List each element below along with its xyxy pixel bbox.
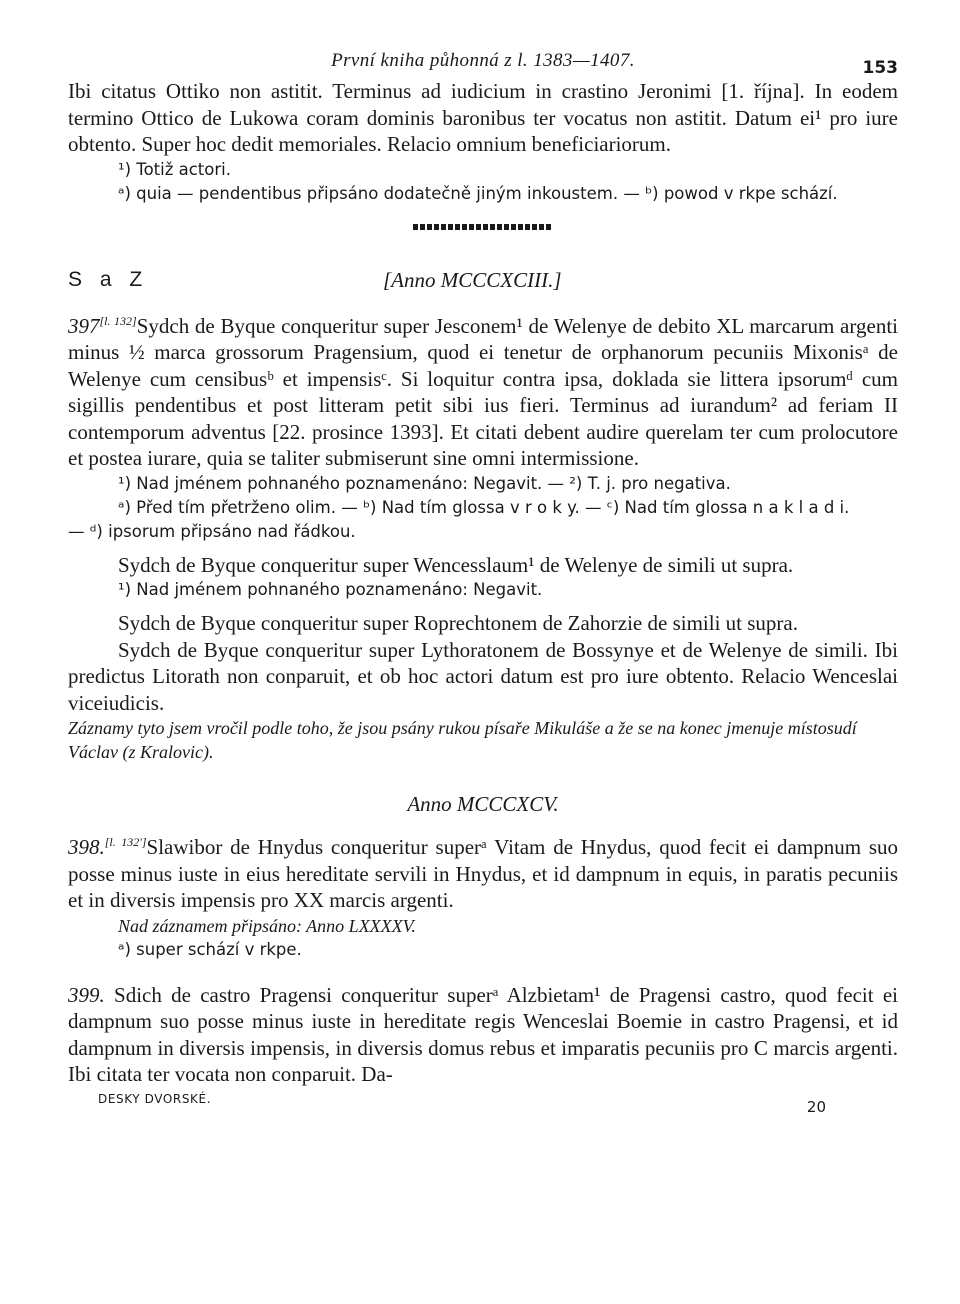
- entry-paragraph: Sydch de Byque conqueritur super Wencesslaum¹ de Welenye de simili ut supra.: [118, 552, 794, 577]
- footnote: ᵃ) Před tím přetrženo olim. — ᵇ) Nad tím glossa v r o k y. — ᶜ) Nad tím glossa n a k l a d i.: [118, 497, 850, 517]
- year-heading: Anno MCCCXCV.: [407, 792, 559, 816]
- entry-398: [68, 829, 898, 914]
- entry-399: [68, 982, 898, 1088]
- entry-text: Sdich de castro Pragensi conqueritur superᵃ Alzbietam¹ de Pragensi castro, quod fecit ei dampnum suo posse minus iuste in hereditate regis Wenceslai Boemie in castro Pragensi, et id dampnum in diversis impensis, in diversis domus rebus et imparatis pecuniis pro C marcis argenti. Ibi citata ter vocata non conparuit. Da-: [68, 982, 899, 1086]
- section-divider: [413, 224, 553, 230]
- signature-mark: DESKY DVORSKÉ.: [98, 1091, 212, 1106]
- page-footer: [68, 1092, 898, 1122]
- entry-397: [68, 308, 898, 472]
- section-heading: [68, 268, 898, 308]
- entry-number: 397: [68, 313, 100, 338]
- entry-paragraph: Sydch de Byque conqueritur super Roprechtonem de Zahorzie de simili ut supra.: [118, 611, 798, 635]
- footnote: ᵃ) quia — pendentibus připsáno dodatečně jiným inkoustem. — ᵇ) powod v rkpe schází.: [118, 183, 838, 203]
- footnote: ¹) Nad jménem pohnaného poznamenáno: Negavit. — ²) T. j. pro negativa.: [118, 473, 731, 493]
- folio-reference: [l. 132]: [99, 313, 137, 328]
- entry-number: 399.: [68, 982, 105, 1007]
- entry-number: 398.: [68, 835, 105, 859]
- page-number: 153: [862, 58, 898, 78]
- entry-paragraph: Sydch de Byque conqueritur super Lythoratonem de Bossynye et de Welenye de simili. Ibi predictus Litorath non conparuit, et ob hoc actori datum est pro iure obtento. Relacio Wenceslai viceiudicis.: [68, 637, 898, 715]
- footnote: ¹) Nad jménem pohnaného poznamenáno: Negavit.: [118, 580, 543, 599]
- sheet-number: 20: [806, 1097, 826, 1116]
- entry-text: Slawibor de Hnydus conqueritur superᵃ Vitam de Hnydus, quod fecit ei dampnum suo posse minus iuste in eius hereditate servili in Hnydus, et id dampnum in equis, in paratis pecuniis et in diversis impensis pro XX marcis argenti.: [68, 835, 898, 912]
- editorial-note: Nad záznamem připsáno: Anno LXXXXV.: [118, 915, 416, 936]
- running-head: [68, 40, 898, 78]
- footnote: ᵃ) super schází v rkpe.: [118, 939, 302, 959]
- document-page: [68, 40, 898, 1122]
- footnote: — ᵈ) ipsorum připsáno nad řádkou.: [68, 521, 356, 541]
- entry-continuation-paragraph: Ibi citatus Ottiko non astitit. Terminus ad iudicium in crastino Jeronimi [1. října]. In eodem termino Ottico de Lukowa coram dominis baronibus ter vocatus non astitit. Datum ei¹ pro iure obtento. Super hoc dedit memoriales. Relacio omnium beneficiariorum.: [68, 79, 898, 156]
- folio-reference: [l. 132']: [104, 835, 147, 849]
- running-title: První kniha půhonná z l. 1383—1407.: [331, 50, 635, 71]
- parties-abbreviation: S a Z: [68, 267, 149, 291]
- entry-text: Sydch de Byque conqueritur super Jesconem¹ de Welenye de debito XL marcarum argenti minus ½ marca grossorum Pragensium, quod ei tenetur de orphanorum pecuniis Mixonisᵃ de Welenye cum censibusᵇ et impensisᶜ. Si loquitur contra ipsa, doklada sie littera ipsorumᵈ cum sigillis pendentibus et post litteram petit sibi ius fieri. Terminus ad iurandum² ad feriam II contemporum adventus [22. prosince 1393]. Et citati debent audire querelam ter cum prolocutore et postea iurare, quia se taliter submiserunt sine omni intermissione.: [68, 313, 898, 470]
- year-heading: [Anno MCCCXCIII.]: [383, 267, 562, 292]
- footnote: ¹) Totiž actori.: [118, 159, 231, 179]
- editorial-note: Záznamy tyto jsem vročil podle toho, že jsou psány rukou písaře Mikuláše a že se na konec jmenuje místosudí Václav (z Kralovic).: [68, 718, 857, 762]
